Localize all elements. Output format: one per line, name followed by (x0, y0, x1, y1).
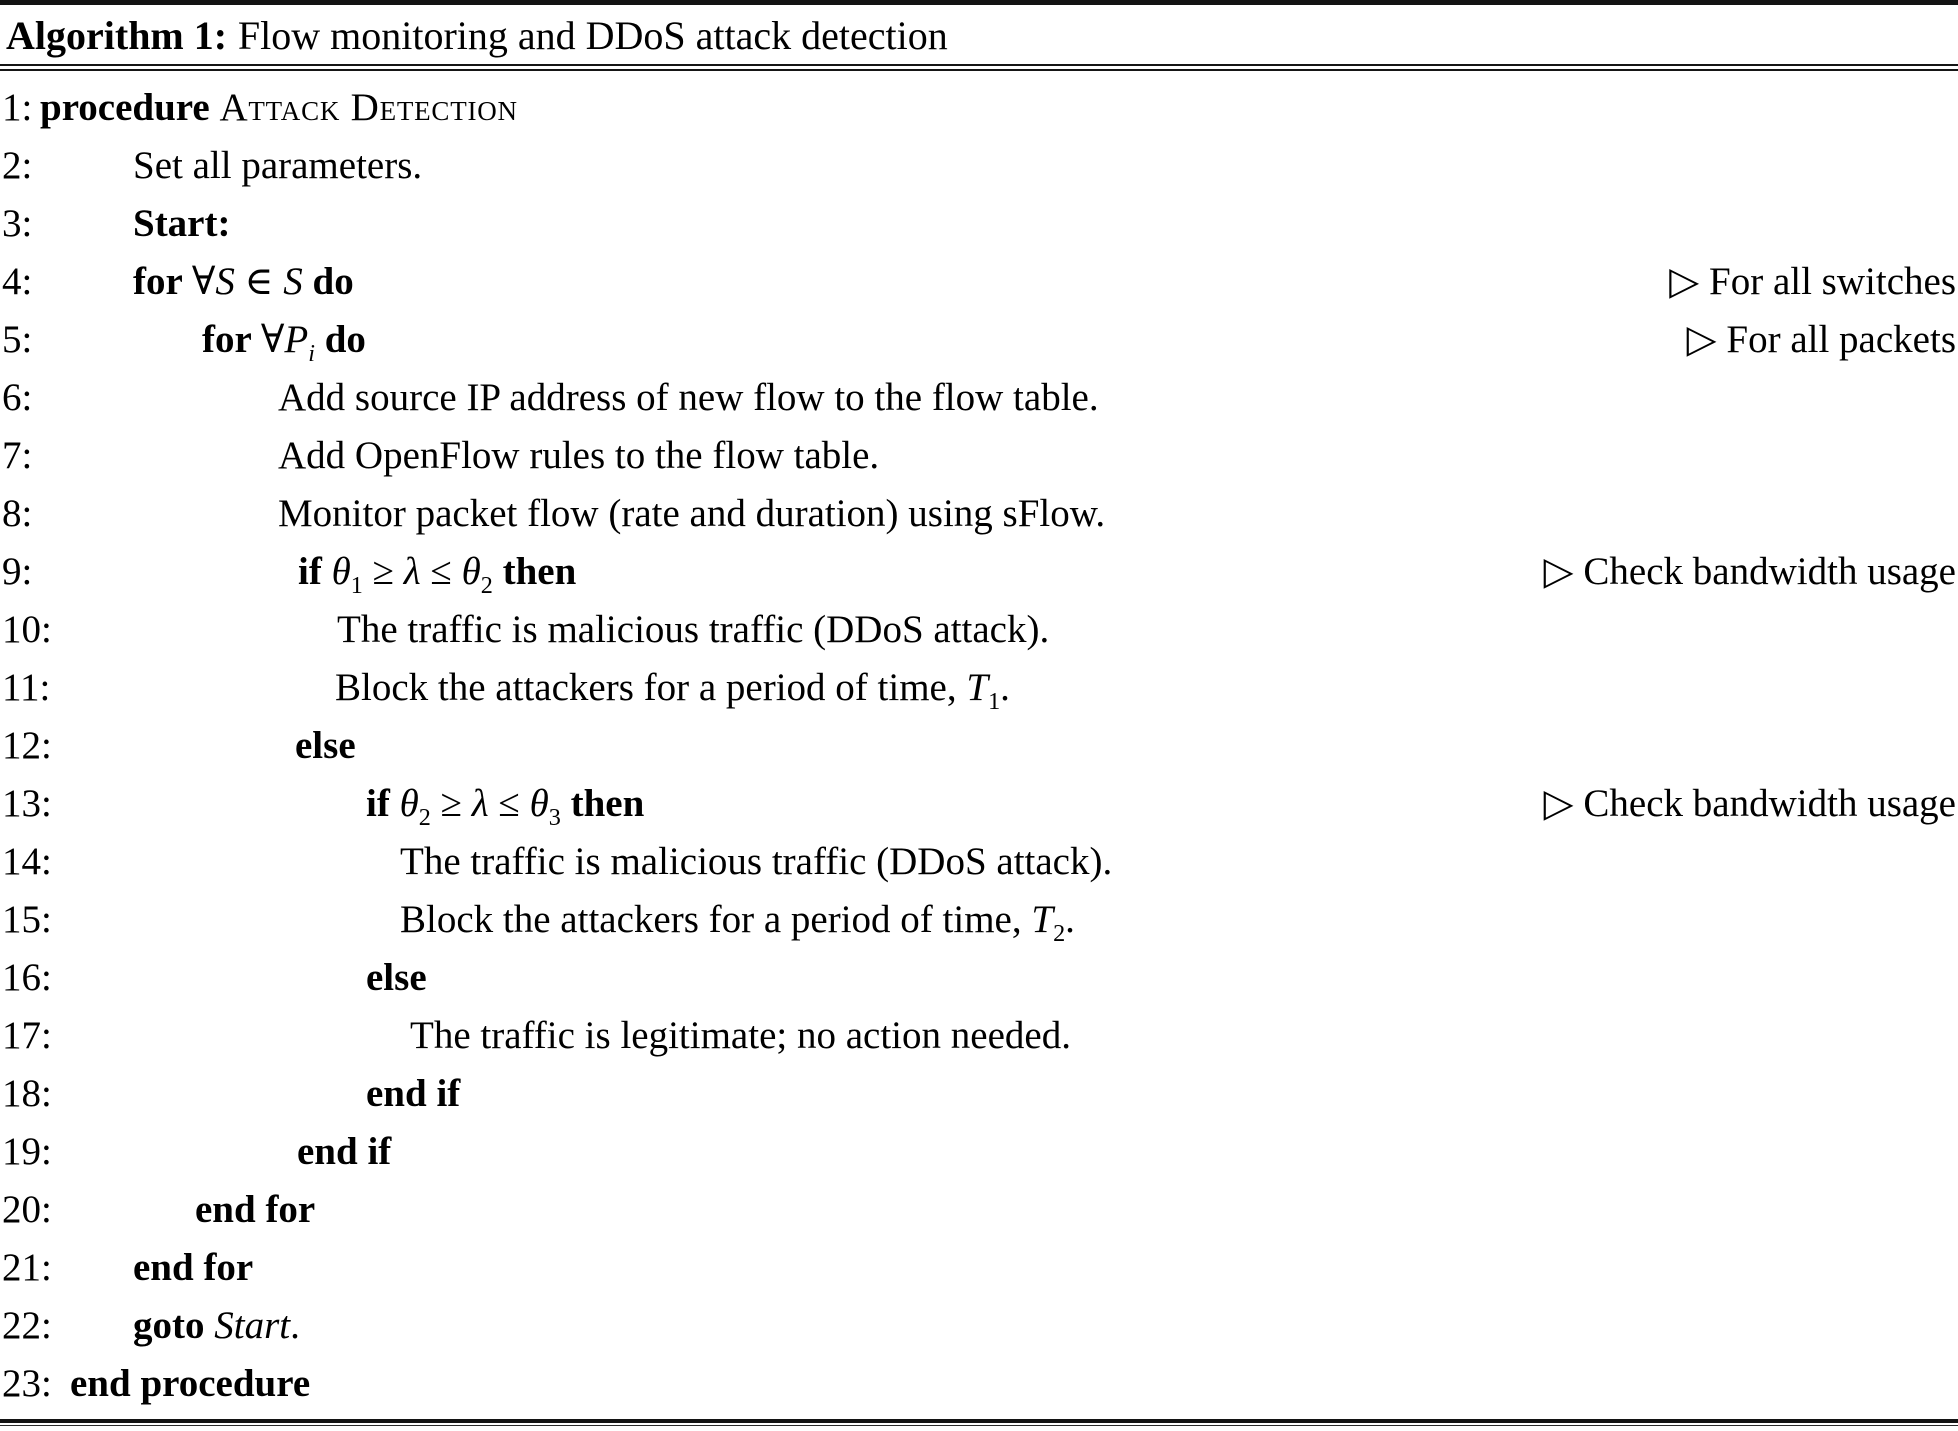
text-segment: θ (399, 782, 419, 825)
text-segment: Start: (133, 202, 231, 245)
text-segment: if (366, 782, 400, 825)
line-content (366, 1065, 460, 1123)
algorithm-line (0, 1007, 1958, 1065)
algorithm-line (0, 833, 1958, 891)
text-segment: i (308, 339, 315, 367)
line-number: 6: (2, 376, 33, 419)
algorithm-title-label: Algorithm 1: (6, 13, 228, 58)
text-segment: do (312, 260, 354, 303)
algorithm-line (0, 195, 1958, 253)
algorithm-body (0, 71, 1958, 1413)
line-number: 12: (2, 724, 52, 767)
algorithm-line (0, 543, 1958, 601)
line-comment: ▷ For all switches (1669, 260, 1956, 303)
algorithm-line (0, 1181, 1958, 1239)
text-segment: end for (195, 1188, 316, 1231)
algorithm-line (0, 601, 1958, 659)
text-segment: . (1065, 898, 1075, 941)
line-content (133, 1239, 253, 1297)
text-segment: ∀ (260, 318, 285, 361)
line-content (366, 949, 427, 1007)
line-content (70, 1355, 310, 1413)
line-number: 3: (2, 202, 33, 245)
line-content (133, 137, 422, 195)
line-content (337, 601, 1049, 659)
text-segment: S (215, 260, 235, 303)
algorithm-line (0, 659, 1958, 717)
algorithm-line (0, 311, 1958, 369)
algorithm-line (0, 1123, 1958, 1181)
line-number: 19: (2, 1130, 52, 1173)
text-segment (561, 782, 571, 825)
text-segment: ≤ (420, 550, 462, 593)
algorithm-title (0, 5, 1958, 64)
text-segment: end if (366, 1072, 461, 1115)
text-segment: end procedure (70, 1362, 311, 1405)
line-content (278, 485, 1105, 543)
text-segment: λ (403, 550, 421, 593)
line-content (40, 79, 518, 137)
text-segment: . (290, 1304, 300, 1347)
line-number: 9: (2, 550, 33, 593)
text-segment: procedure (40, 86, 220, 129)
line-number: 8: (2, 492, 33, 535)
text-segment: 3 (548, 803, 561, 831)
line-content (133, 195, 230, 253)
text-segment: θ (529, 782, 549, 825)
line-content (195, 1181, 315, 1239)
text-segment: end if (297, 1130, 392, 1173)
line-comment: ▷ Check bandwidth usage (1543, 550, 1956, 593)
text-segment: ≤ (488, 782, 530, 825)
line-content (278, 427, 879, 485)
text-segment: Start (214, 1304, 291, 1347)
text-segment: The traffic is legitimate; no action needed. (410, 1014, 1071, 1057)
line-comment: ▷ Check bandwidth usage (1543, 782, 1956, 825)
text-segment: The traffic is malicious traffic (DDoS attack). (400, 840, 1113, 883)
line-number: 4: (2, 260, 33, 303)
line-number: 15: (2, 898, 52, 941)
line-number: 1: (2, 86, 33, 129)
line-comment: ▷ For all packets (1686, 318, 1956, 361)
algorithm-line (0, 485, 1958, 543)
text-segment: do (324, 318, 366, 361)
line-number: 16: (2, 956, 52, 999)
text-segment (315, 318, 325, 361)
line-content (133, 253, 354, 311)
line-content (366, 775, 644, 833)
line-number: 11: (2, 666, 51, 709)
text-segment: The traffic is malicious traffic (DDoS attack). (337, 608, 1050, 651)
text-segment: ∈ (234, 260, 284, 303)
text-segment: ≥ (430, 782, 472, 825)
algorithm-line (0, 1297, 1958, 1355)
text-segment: 2 (418, 803, 431, 831)
text-segment: λ (471, 782, 489, 825)
text-segment: then (502, 550, 577, 593)
text-segment: Set all parameters. (133, 144, 423, 187)
line-number: 18: (2, 1072, 52, 1115)
line-number: 22: (2, 1304, 52, 1347)
line-number: 20: (2, 1188, 52, 1231)
line-number: 5: (2, 318, 33, 361)
algorithm-line (0, 891, 1958, 949)
text-segment: end for (133, 1246, 254, 1289)
text-segment: ≥ (362, 550, 404, 593)
algorithm-line (0, 775, 1958, 833)
line-content (295, 717, 356, 775)
text-segment: . (1000, 666, 1010, 709)
text-segment: 2 (480, 571, 493, 599)
algorithm-line (0, 1239, 1958, 1297)
line-number: 23: (2, 1362, 52, 1405)
line-content (335, 659, 1010, 717)
text-segment: Block the attackers for a period of time, (335, 666, 967, 709)
line-number: 7: (2, 434, 33, 477)
algorithm-line (0, 717, 1958, 775)
text-segment: goto (133, 1304, 215, 1347)
line-number: 14: (2, 840, 52, 883)
text-segment: else (295, 724, 356, 767)
text-segment (303, 260, 313, 303)
text-segment: T (966, 666, 989, 709)
text-segment: S (283, 260, 303, 303)
algorithm-line (0, 427, 1958, 485)
line-content (297, 1123, 391, 1181)
text-segment: ∀ (191, 260, 216, 303)
text-segment: Attack Detection (219, 86, 518, 129)
text-segment: Add source IP address of new flow to the flow table. (278, 376, 1099, 419)
text-segment (493, 550, 503, 593)
text-segment: if (298, 550, 332, 593)
line-content (133, 1297, 300, 1355)
text-segment: 1 (988, 687, 1001, 715)
algorithm-line (0, 1065, 1958, 1123)
text-segment: 1 (350, 571, 363, 599)
algorithm-line (0, 369, 1958, 427)
line-content (400, 891, 1075, 949)
algorithm-line (0, 253, 1958, 311)
line-content (410, 1007, 1071, 1065)
algorithm-line (0, 137, 1958, 195)
text-segment: θ (461, 550, 481, 593)
text-segment: 2 (1053, 919, 1066, 947)
bottom-rule (0, 1419, 1958, 1426)
text-segment: for (202, 318, 261, 361)
line-number: 2: (2, 144, 33, 187)
text-segment: then (570, 782, 645, 825)
text-segment: Add OpenFlow rules to the flow table. (278, 434, 880, 477)
text-segment: Monitor packet flow (rate and duration) using sFlow. (278, 492, 1106, 535)
line-content (202, 311, 366, 369)
line-content (400, 833, 1112, 891)
line-number: 21: (2, 1246, 52, 1289)
text-segment: for (133, 260, 192, 303)
text-segment: Block the attackers for a period of time, (400, 898, 1032, 941)
line-content (278, 369, 1099, 427)
line-number: 17: (2, 1014, 52, 1057)
text-segment: θ (331, 550, 351, 593)
line-content (298, 543, 576, 601)
algorithm-line (0, 79, 1958, 137)
title-separator-rule (0, 64, 1958, 71)
algorithm-line (0, 1355, 1958, 1413)
line-number: 13: (2, 782, 52, 825)
text-segment: else (366, 956, 427, 999)
text-segment: T (1031, 898, 1054, 941)
line-number: 10: (2, 608, 52, 651)
text-segment: P (284, 318, 309, 361)
algorithm-line (0, 949, 1958, 1007)
algorithm-title-text: Flow monitoring and DDoS attack detection (237, 13, 948, 58)
